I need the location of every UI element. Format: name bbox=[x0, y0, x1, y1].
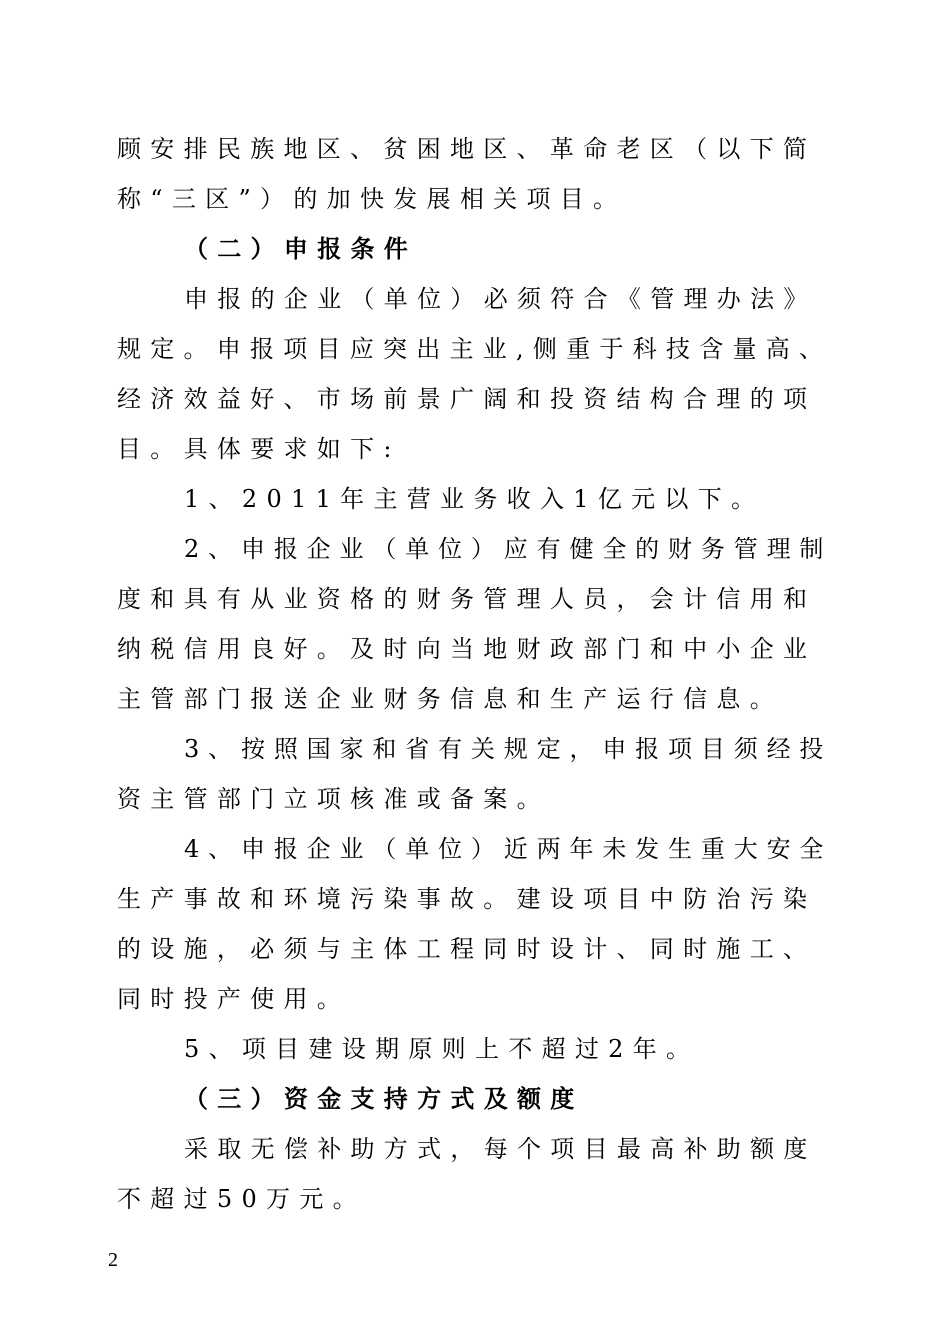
paragraph-line: 度和具有从业资格的财务管理人员，会计信用和 bbox=[117, 585, 817, 613]
paragraph-line: 申报的企业（单位）必须符合《管理办法》 bbox=[184, 285, 817, 313]
paragraph-line: 的设施，必须与主体工程同时设计、同时施工、 bbox=[117, 935, 817, 963]
page-number: 2 bbox=[108, 1249, 118, 1271]
paragraph-line: 同时投产使用。 bbox=[117, 985, 351, 1013]
paragraph-line: 资主管部门立项核准或备案。 bbox=[117, 785, 550, 813]
list-item: 1、2011年主营业务收入1亿元以下。 bbox=[184, 485, 765, 513]
paragraph-line: 经济效益好、市场前景广阔和投资结构合理的项 bbox=[117, 385, 817, 413]
paragraph-line: 采取无偿补助方式，每个项目最高补助额度 bbox=[184, 1135, 817, 1163]
list-item: 4、申报企业（单位）近两年未发生重大安全 bbox=[184, 835, 833, 863]
section-heading: （二）申报条件 bbox=[184, 234, 418, 263]
paragraph-line: 顾安排民族地区、贫困地区、革命老区（以下简 bbox=[117, 135, 817, 163]
paragraph-line: 不超过50万元。 bbox=[117, 1185, 366, 1213]
paragraph-line: 生产事故和环境污染事故。建设项目中防治污染 bbox=[117, 885, 817, 913]
paragraph-line: 纳税信用良好。及时向当地财政部门和中小企业 bbox=[117, 635, 817, 663]
list-item: 3、按照国家和省有关规定，申报项目须经投 bbox=[184, 735, 833, 763]
paragraph-line: 主管部门报送企业财务信息和生产运行信息。 bbox=[117, 685, 783, 713]
list-item: 5、项目建设期原则上不超过2年。 bbox=[184, 1035, 700, 1063]
section-heading: （三）资金支持方式及额度 bbox=[184, 1084, 584, 1113]
paragraph-line: 规定。申报项目应突出主业,侧重于科技含量高、 bbox=[117, 335, 833, 363]
paragraph-line: 称“三区”）的加快发展相关项目。 bbox=[117, 185, 627, 213]
list-item: 2、申报企业（单位）应有健全的财务管理制 bbox=[184, 535, 833, 563]
paragraph-line: 目。具体要求如下: bbox=[117, 435, 401, 463]
